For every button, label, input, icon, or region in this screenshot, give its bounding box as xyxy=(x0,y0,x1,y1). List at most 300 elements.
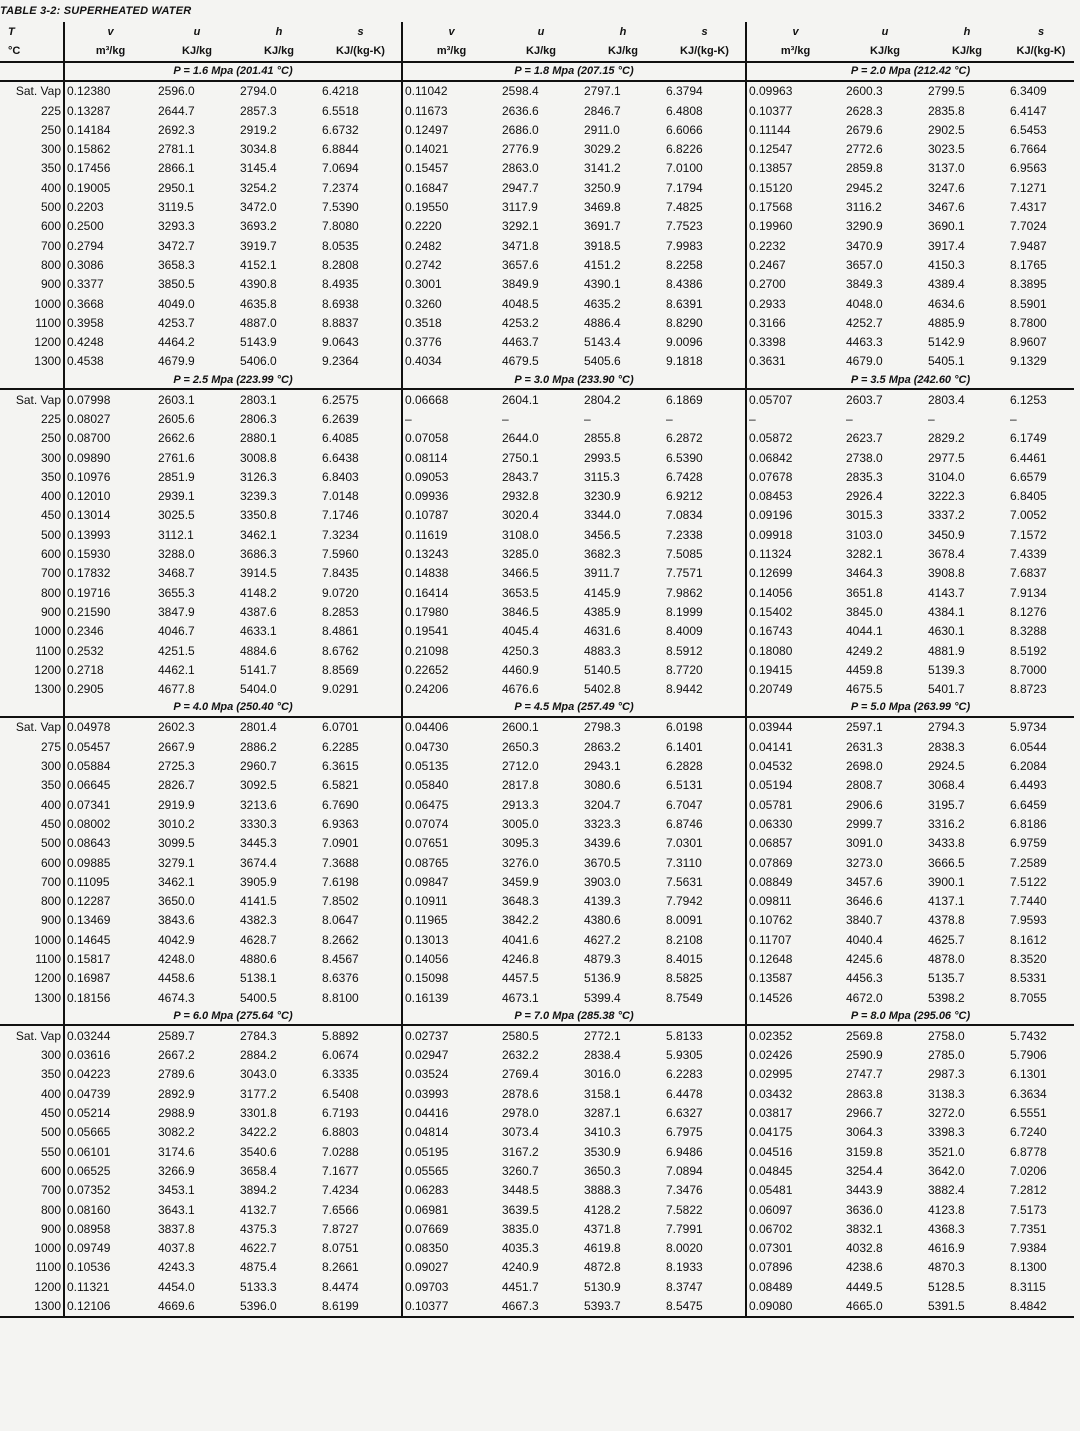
temperature-cell: 1100 xyxy=(0,641,64,660)
value-cell: 7.4234 xyxy=(322,1183,359,1198)
value-cell: 2794.0 xyxy=(240,84,277,99)
value-cell: 4878.0 xyxy=(928,952,965,966)
value-cell: 3301.8 xyxy=(240,1106,277,1121)
value-cell: 2803.4 xyxy=(928,392,965,407)
value-cell: 0.07341 xyxy=(64,795,156,814)
value-cell: 0.3631 xyxy=(746,352,844,371)
value-cell: 2801.4 xyxy=(240,720,277,735)
value-cell: 0.08849 xyxy=(746,872,844,891)
value-cell: 0.07896 xyxy=(746,1258,844,1277)
value-cell: 2988.9 xyxy=(158,1106,195,1121)
value-cell: 2772.1 xyxy=(584,1028,621,1043)
value-cell: 3126.3 xyxy=(240,469,277,484)
value-cell: 6.6732 xyxy=(322,122,359,137)
value-cell: 8.3288 xyxy=(1010,624,1047,639)
value-cell: 6.4461 xyxy=(1010,450,1047,465)
value-cell: 3177.2 xyxy=(240,1086,277,1101)
value-cell: 7.8727 xyxy=(322,1221,359,1236)
value-cell: 7.5631 xyxy=(666,874,703,889)
value-cell: 9.1329 xyxy=(1010,354,1047,369)
value-cell: 8.1612 xyxy=(1010,932,1047,947)
table-row xyxy=(0,891,1074,910)
value-cell: 7.1271 xyxy=(1010,180,1047,195)
value-cell: 6.9212 xyxy=(666,489,703,504)
value-cell: 2772.6 xyxy=(846,142,883,157)
value-cell: 4880.6 xyxy=(240,952,277,966)
value-cell: 4675.5 xyxy=(846,682,883,697)
value-cell: 0.06668 xyxy=(402,389,500,409)
value-cell: 0.18080 xyxy=(746,641,844,660)
value-cell: 4458.6 xyxy=(158,971,195,986)
temperature-cell: Sat. Vap xyxy=(0,717,64,737)
value-cell: 0.04175 xyxy=(746,1123,844,1142)
value-cell: 4457.5 xyxy=(502,971,539,986)
value-cell: 4041.6 xyxy=(502,932,539,947)
value-cell: 2806.3 xyxy=(240,411,277,426)
temperature-cell: 275 xyxy=(0,737,64,756)
value-cell: 2863.8 xyxy=(846,1086,883,1101)
value-cell: 8.0751 xyxy=(322,1241,359,1256)
value-cell: 4390.8 xyxy=(240,277,277,292)
value-cell: 4249.2 xyxy=(846,643,883,658)
value-cell: 0.11144 xyxy=(746,120,844,139)
value-cell: 8.2258 xyxy=(666,257,703,272)
value-cell: 4137.1 xyxy=(928,894,965,909)
value-cell: 6.2872 xyxy=(666,431,703,446)
value-cell: 4385.9 xyxy=(584,604,621,619)
value-cell: 7.9384 xyxy=(1010,1241,1047,1256)
value-cell: 6.8403 xyxy=(322,469,359,484)
value-cell: 0.05214 xyxy=(64,1103,156,1122)
temperature-cell: 225 xyxy=(0,101,64,120)
value-cell: 0.08160 xyxy=(64,1200,156,1219)
value-cell: 0.2220 xyxy=(402,217,500,236)
value-cell: 0.11321 xyxy=(64,1277,156,1296)
value-cell: 2597.1 xyxy=(846,720,883,735)
table-row xyxy=(0,795,1074,814)
value-cell: 2808.7 xyxy=(846,778,883,793)
value-cell: 2838.4 xyxy=(584,1048,621,1063)
table-row xyxy=(0,81,1074,101)
value-cell: 3008.8 xyxy=(240,450,277,465)
header-symbol: v xyxy=(402,22,500,41)
table-row xyxy=(0,872,1074,891)
value-cell: 7.4339 xyxy=(1010,547,1047,562)
value-cell: 2636.6 xyxy=(502,103,539,118)
header-unit: m³/kg xyxy=(402,41,500,61)
value-cell: 6.4147 xyxy=(1010,103,1047,118)
value-cell: 0.14021 xyxy=(402,139,500,158)
value-cell: 0.09936 xyxy=(402,487,500,506)
value-cell: 3453.1 xyxy=(158,1183,195,1198)
value-cell: 0.11619 xyxy=(402,525,500,544)
value-cell: 8.4842 xyxy=(1008,1296,1074,1316)
value-cell: 4378.8 xyxy=(928,913,965,928)
value-cell: 4875.4 xyxy=(240,1260,277,1275)
value-cell: 0.05872 xyxy=(746,429,844,448)
value-cell: 5136.9 xyxy=(584,971,621,986)
value-cell: – xyxy=(402,409,500,428)
value-cell: 7.0148 xyxy=(322,489,359,504)
value-cell: 3350.8 xyxy=(240,508,277,523)
value-cell: 0.04730 xyxy=(402,737,500,756)
temperature-cell: 900 xyxy=(0,911,64,930)
value-cell: 3112.1 xyxy=(158,527,194,542)
header-unit: KJ/(kg-K) xyxy=(664,41,746,61)
value-cell: 0.03524 xyxy=(402,1065,500,1084)
value-cell: 5391.5 xyxy=(926,1296,1008,1316)
value-cell: 2758.0 xyxy=(928,1028,965,1043)
value-cell: 6.7690 xyxy=(322,797,359,812)
value-cell: 8.0535 xyxy=(322,238,359,253)
header-unit: KJ/kg xyxy=(500,41,582,61)
value-cell: 3462.1 xyxy=(158,874,195,889)
value-cell: 8.5912 xyxy=(666,643,703,658)
value-cell: 0.3086 xyxy=(64,255,156,274)
value-cell: 2598.4 xyxy=(502,84,539,99)
value-cell: 0.09963 xyxy=(746,81,844,101)
value-cell: 0.04223 xyxy=(64,1065,156,1084)
value-cell: 3469.8 xyxy=(584,200,621,215)
value-cell: 3138.3 xyxy=(928,1086,965,1101)
value-cell: 2679.6 xyxy=(846,122,883,137)
value-cell: 8.1999 xyxy=(666,604,703,619)
value-cell: 3023.5 xyxy=(928,142,965,157)
value-cell: 7.8080 xyxy=(322,219,359,234)
temperature-cell: 700 xyxy=(0,564,64,583)
value-cell: 0.09196 xyxy=(746,506,844,525)
value-cell: 2761.6 xyxy=(158,450,195,465)
temperature-cell: 600 xyxy=(0,544,64,563)
value-cell: 0.04141 xyxy=(746,737,844,756)
value-cell: 6.5518 xyxy=(322,103,359,118)
value-cell: 0.12648 xyxy=(746,949,844,968)
value-cell: 3651.8 xyxy=(846,585,883,600)
table-row xyxy=(0,332,1074,351)
value-cell: 4143.7 xyxy=(928,585,965,600)
value-cell: 7.1572 xyxy=(1010,527,1047,542)
value-cell: 8.0647 xyxy=(322,913,359,928)
value-cell: 0.06525 xyxy=(64,1161,156,1180)
value-cell: 3323.3 xyxy=(584,816,621,831)
value-cell: 6.3409 xyxy=(1010,84,1047,99)
value-cell: 3832.1 xyxy=(846,1221,883,1236)
value-cell: 3117.9 xyxy=(502,200,538,215)
value-cell: 6.8844 xyxy=(322,142,359,157)
header-symbol: h xyxy=(275,25,283,38)
temperature-cell: 450 xyxy=(0,1103,64,1122)
value-cell: 2628.3 xyxy=(846,103,883,118)
value-cell: 7.5390 xyxy=(322,200,359,215)
value-cell: 2784.3 xyxy=(240,1028,277,1043)
table-row xyxy=(0,1046,1074,1065)
header-unit: m³/kg xyxy=(64,41,156,61)
value-cell: 6.8186 xyxy=(1010,816,1047,831)
value-cell: 8.7720 xyxy=(666,662,703,677)
value-cell: 7.6837 xyxy=(1010,566,1047,581)
table-row xyxy=(0,236,1074,255)
header-unit: KJ/kg xyxy=(238,41,320,61)
value-cell: 0.15817 xyxy=(64,949,156,968)
value-cell: 2846.7 xyxy=(584,103,621,118)
value-cell: 3104.0 xyxy=(928,469,965,484)
value-cell: 3276.0 xyxy=(502,855,539,870)
value-cell: 4145.9 xyxy=(584,585,621,600)
value-cell: 4628.7 xyxy=(240,932,277,947)
value-cell: 3292.1 xyxy=(502,219,539,234)
table-row xyxy=(0,814,1074,833)
header-symbol: v xyxy=(746,22,844,41)
value-cell: 3247.6 xyxy=(928,180,965,195)
value-cell: 0.4538 xyxy=(64,352,156,371)
value-cell: 4042.9 xyxy=(158,932,195,947)
value-cell: 0.16139 xyxy=(402,988,500,1007)
value-cell: 6.3335 xyxy=(322,1067,359,1082)
value-cell: 6.5131 xyxy=(666,778,703,793)
value-cell: 0.13587 xyxy=(746,969,844,988)
value-cell: 0.3398 xyxy=(746,332,844,351)
value-cell: 5396.0 xyxy=(238,1296,320,1316)
value-cell: 0.2232 xyxy=(746,236,844,255)
value-cell: 0.04739 xyxy=(64,1084,156,1103)
value-cell: 0.09918 xyxy=(746,525,844,544)
value-cell: 4387.6 xyxy=(240,604,277,619)
value-cell: 4616.9 xyxy=(928,1241,965,1256)
table-row xyxy=(0,660,1074,679)
value-cell: 3666.5 xyxy=(928,855,965,870)
value-cell: 3691.7 xyxy=(584,219,621,234)
value-cell: 3287.1 xyxy=(584,1106,621,1121)
value-cell: 8.5901 xyxy=(1010,296,1047,311)
value-cell: 8.7549 xyxy=(666,990,703,1005)
temperature-cell: 1100 xyxy=(0,1258,64,1277)
value-cell: 0.14838 xyxy=(402,564,500,583)
temperature-cell: 600 xyxy=(0,217,64,236)
value-cell: 2911.0 xyxy=(584,122,620,137)
value-cell: 0.2905 xyxy=(64,680,156,699)
value-cell: 7.6198 xyxy=(322,874,359,889)
value-cell: 7.0301 xyxy=(666,836,703,851)
value-cell: 2569.8 xyxy=(846,1028,883,1043)
value-cell: 3530.9 xyxy=(584,1144,621,1159)
header-symbol: u xyxy=(193,25,201,38)
value-cell: 2960.7 xyxy=(240,759,277,774)
value-cell: 3288.0 xyxy=(158,547,195,562)
value-cell: 3849.3 xyxy=(846,277,883,292)
value-cell: 2667.9 xyxy=(158,739,195,754)
value-cell: 0.04978 xyxy=(64,717,156,737)
table-row xyxy=(0,737,1074,756)
value-cell: 2789.6 xyxy=(158,1067,195,1082)
value-cell: 4881.9 xyxy=(928,643,965,658)
value-cell: 9.2364 xyxy=(322,354,359,369)
value-cell: 4371.8 xyxy=(584,1221,621,1236)
value-cell: 0.07301 xyxy=(746,1239,844,1258)
value-cell: 2977.5 xyxy=(928,450,965,465)
pressure-label: P = 2.0 Mpa (212.42 °C) xyxy=(746,62,1074,81)
value-cell: 2826.7 xyxy=(158,778,195,793)
value-cell: 3450.9 xyxy=(928,527,965,542)
value-cell: 2886.2 xyxy=(240,739,277,754)
value-cell: 3158.1 xyxy=(584,1086,621,1101)
table-title: TABLE 3-2: SUPERHEATED WATER xyxy=(0,5,192,17)
value-cell: 7.9862 xyxy=(666,585,703,600)
value-cell: 4884.6 xyxy=(240,643,277,658)
table-row xyxy=(0,1161,1074,1180)
value-cell: 3837.8 xyxy=(158,1221,195,1236)
value-cell: 2644.0 xyxy=(502,431,539,446)
value-cell: 3344.0 xyxy=(584,508,621,523)
value-cell: 2623.7 xyxy=(846,431,883,446)
value-cell: 0.19960 xyxy=(746,217,844,236)
value-cell: 4037.8 xyxy=(158,1241,195,1256)
value-cell: 7.0100 xyxy=(666,161,703,176)
value-cell: 7.8435 xyxy=(322,566,359,581)
table-row xyxy=(0,275,1074,294)
temperature-cell: 350 xyxy=(0,776,64,795)
pressure-header-spacer xyxy=(0,1007,64,1025)
value-cell: 0.09847 xyxy=(402,872,500,891)
value-cell: 4150.3 xyxy=(928,257,965,272)
value-cell: 3459.9 xyxy=(502,874,539,889)
value-cell: 4152.1 xyxy=(240,257,277,272)
value-cell: 0.09080 xyxy=(746,1296,844,1316)
value-cell: 4032.8 xyxy=(846,1241,883,1256)
temperature-cell: 500 xyxy=(0,1123,64,1142)
value-cell: 0.03616 xyxy=(64,1046,156,1065)
value-cell: 3882.4 xyxy=(928,1183,965,1198)
value-cell: 2950.1 xyxy=(158,180,195,195)
value-cell: 2993.5 xyxy=(584,450,621,465)
value-cell: 0.07074 xyxy=(402,814,500,833)
value-cell: 0.2742 xyxy=(402,255,500,274)
value-cell: 0.4248 xyxy=(64,332,156,351)
table-row xyxy=(0,1025,1074,1045)
value-cell: 5398.2 xyxy=(928,990,965,1005)
temperature-cell: 400 xyxy=(0,1084,64,1103)
value-cell: 0.17456 xyxy=(64,159,156,178)
value-cell: 0.08002 xyxy=(64,814,156,833)
value-cell: 0.19415 xyxy=(746,660,844,679)
value-cell: 6.4493 xyxy=(1010,778,1047,793)
value-cell: 2750.1 xyxy=(502,450,539,465)
value-cell: 4380.6 xyxy=(584,913,621,928)
value-cell: 6.2639 xyxy=(322,411,359,426)
value-cell: 7.7942 xyxy=(666,894,703,909)
value-cell: 0.11673 xyxy=(402,101,500,120)
value-cell: 3410.3 xyxy=(584,1125,621,1140)
value-cell: 7.2589 xyxy=(1010,855,1047,870)
value-cell: 8.5825 xyxy=(666,971,703,986)
value-cell: 7.7523 xyxy=(666,219,703,234)
value-cell: 0.02426 xyxy=(746,1046,844,1065)
value-cell: 9.0720 xyxy=(322,585,359,600)
value-cell: 0.10976 xyxy=(64,467,156,486)
table-row xyxy=(0,139,1074,158)
value-cell: 0.12699 xyxy=(746,564,844,583)
value-cell: 8.5192 xyxy=(1010,643,1047,658)
table-row xyxy=(0,988,1074,1007)
value-cell: 5130.9 xyxy=(584,1279,621,1294)
value-cell: 2600.1 xyxy=(502,720,539,735)
value-cell: 6.0198 xyxy=(666,720,703,735)
value-cell: 6.9759 xyxy=(1010,836,1047,851)
value-cell: 7.9487 xyxy=(1010,238,1047,253)
value-cell: 2605.6 xyxy=(158,411,195,426)
value-cell: 4463.3 xyxy=(846,335,883,350)
table-row xyxy=(0,506,1074,525)
value-cell: 3903.0 xyxy=(584,874,621,889)
value-cell: 0.07678 xyxy=(746,467,844,486)
value-cell: 3095.3 xyxy=(502,836,539,851)
value-cell: 8.9442 xyxy=(666,682,703,697)
value-cell: 0.04814 xyxy=(402,1123,500,1142)
value-cell: 2906.6 xyxy=(846,797,883,812)
value-cell: 0.10377 xyxy=(402,1296,500,1316)
value-cell: 2589.7 xyxy=(158,1028,195,1043)
value-cell: 2902.5 xyxy=(928,122,965,137)
value-cell: 0.04845 xyxy=(746,1161,844,1180)
value-cell: 8.3115 xyxy=(1010,1279,1046,1294)
value-cell: 3846.5 xyxy=(502,604,539,619)
value-cell: 0.05707 xyxy=(746,389,844,409)
value-cell: 4463.7 xyxy=(502,335,539,350)
value-cell: 6.4478 xyxy=(666,1086,703,1101)
value-cell: 3005.0 xyxy=(502,816,539,831)
value-cell: 8.0020 xyxy=(666,1241,703,1256)
value-cell: 3900.1 xyxy=(928,874,965,889)
value-cell: 0.19550 xyxy=(402,197,500,216)
value-cell: 3254.2 xyxy=(240,180,277,195)
value-cell: 2859.8 xyxy=(846,161,883,176)
value-cell: 7.1794 xyxy=(666,180,703,195)
value-cell: 8.3520 xyxy=(1010,952,1047,966)
temperature-cell: 300 xyxy=(0,448,64,467)
value-cell: 6.0674 xyxy=(322,1048,359,1063)
value-cell: 5402.8 xyxy=(584,682,621,697)
table-row xyxy=(0,1181,1074,1200)
table-row xyxy=(0,602,1074,621)
value-cell: 4672.0 xyxy=(846,990,883,1005)
value-cell: 4123.8 xyxy=(928,1202,965,1217)
table-row xyxy=(0,197,1074,216)
value-cell: 6.8803 xyxy=(322,1125,359,1140)
value-cell: 6.7975 xyxy=(666,1125,703,1140)
value-cell: 0.19716 xyxy=(64,583,156,602)
temperature-cell: Sat. Vap xyxy=(0,389,64,409)
value-cell: 0.07869 xyxy=(746,853,844,872)
value-cell: 8.9607 xyxy=(1010,335,1047,350)
temperature-cell: 700 xyxy=(0,1181,64,1200)
value-cell: 2857.3 xyxy=(240,103,277,118)
table-row xyxy=(0,564,1074,583)
superheated-water-table xyxy=(0,22,1074,1318)
temperature-cell: 1200 xyxy=(0,660,64,679)
value-cell: 4246.8 xyxy=(502,952,539,966)
value-cell: 6.2828 xyxy=(666,759,703,774)
value-cell: 3843.6 xyxy=(158,913,195,928)
value-cell: 6.1869 xyxy=(666,392,703,407)
value-cell: 7.5822 xyxy=(666,1202,703,1217)
temperature-cell: 800 xyxy=(0,1200,64,1219)
temperature-cell: 1100 xyxy=(0,313,64,332)
value-cell: 3250.9 xyxy=(584,180,621,195)
value-cell: 3448.5 xyxy=(502,1183,539,1198)
value-cell: 4449.5 xyxy=(846,1279,883,1294)
value-cell: 6.6438 xyxy=(322,450,359,465)
value-cell: 0.04516 xyxy=(746,1142,844,1161)
value-cell: 0.17832 xyxy=(64,564,156,583)
